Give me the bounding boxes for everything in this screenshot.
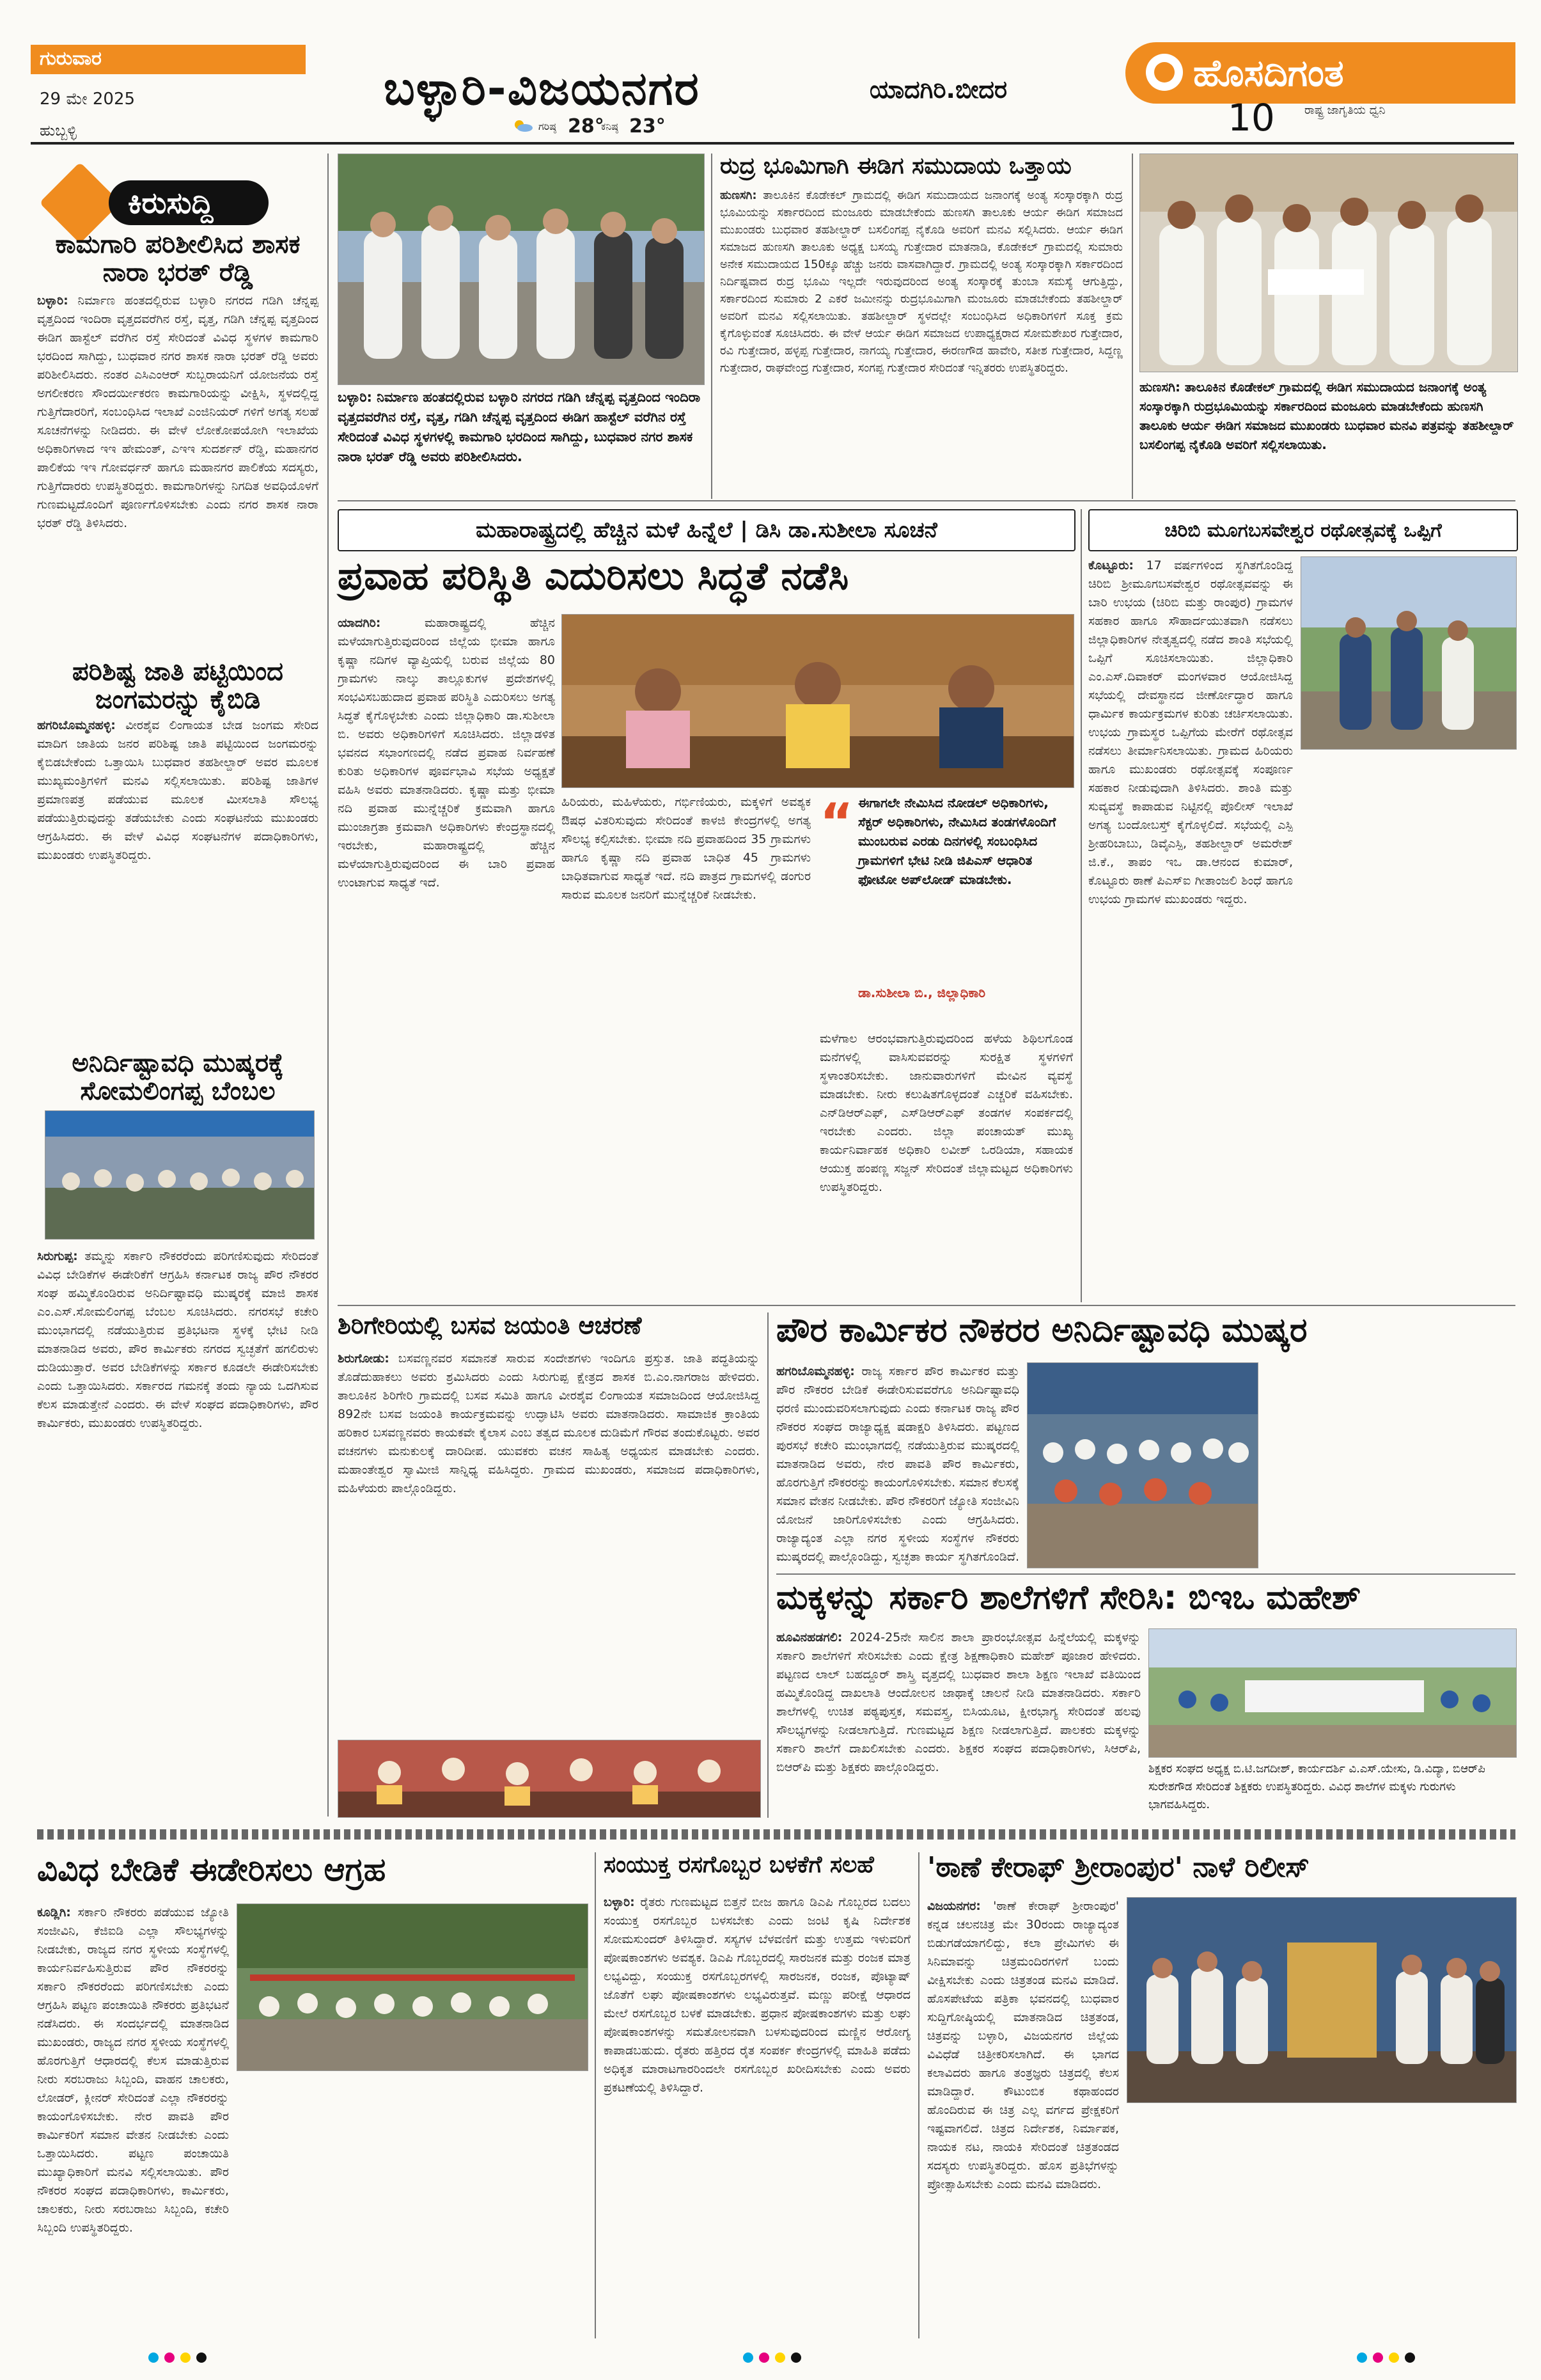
- edition-subtitle: ಯಾದಗಿರಿ.ಬೀದರ: [870, 75, 1008, 104]
- hrule-3: [776, 1573, 1515, 1575]
- basava-photo: [338, 1740, 761, 1818]
- rudra-body: [720, 187, 1123, 500]
- basava-right-rule: [767, 1312, 769, 1818]
- paura-text: ರಾಜ್ಯ ಸರ್ಕಾರ ಪೌರ ಕಾರ್ಮಿಕರ ಮತ್ತು ಪೌರ ನೌಕರರ ಬೇಡಿಕೆ ಈಡೇರಿಸುವವರೆಗೂ ಅನಿರ್ದಿಷ್ಟಾವಧಿ ಧರಣಿ ಮುಂದುವರಿಸಲಾಗುವುದು ಎಂದು ಕರ್ನಾಟಕ ರಾಜ್ಯ ಪೌರ ನೌಕರರ ಸಂಘದ ರಾಜ್ಯಾಧ್ಯಕ್ಷ ಷಡಾಕ್ಷರಿ ತಿಳಿಸಿದರು. ಪಟ್ಟಣದ ಪುರಸಭೆ ಕಚೇರಿ ಮುಂಭಾಗದಲ್ಲಿ ನಡೆಯುತ್ತಿರುವ ಮುಷ್ಕರದಲ್ಲಿ ಮಾತನಾಡಿದ ಅವರು, ನೇರ ಪಾವತಿ ಪೌರ ಕಾರ್ಮಿಕರು, ಹೊರಗುತ್ತಿಗೆ ನೌಕರರನ್ನು ಕಾಯಂಗೊಳಿಸಬೇಕು. ಸಮಾನ ಕೆಲಸಕ್ಕೆ ಸಮಾನ ವೇತನ ನೀಡಬೇಕು. ಪೌರ ನೌಕರರಿಗೆ ಜ್ಯೋತಿ ಸಂಜೀವಿನಿ ಯೋಜನೆ ಜಾರಿಗೊಳಿಸಬೇಕು ಎಂದು ಆಗ್ರಹಿಸಿದರು. ರಾಜ್ಯಾದ್ಯಂತ ಎಲ್ಲಾ ನಗರ ಸ್ಥಳೀಯ ಸಂಸ್ಥೆಗಳ ನೌಕರರು ಮುಷ್ಕರದಲ್ಲಿ ಪಾಲ್ಗೊಂಡಿದ್ದು, ಸ್ವಚ್ಛತಾ ಕಾರ್ಯ ಸ್ಥಗಿತಗೊಂಡಿದೆ.: [776, 1364, 1019, 1564]
- makkalu-photo: [1148, 1628, 1517, 1758]
- paura-body-col1: [776, 1362, 1019, 1567]
- weather-min: 23°: [629, 115, 666, 138]
- rasagobbara-text: ರೈತರು ಗುಣಮಟ್ಟದ ಬಿತ್ತನೆ ಬೀಜ ಹಾಗೂ ಡಿಎಪಿ ಗೊಬ್ಬರದ ಬದಲು ಸಂಯುಕ್ತ ರಸಗೊಬ್ಬರ ಬಳಸಬೇಕು ಎಂದು ಜಂಟಿ ಕೃಷಿ ನಿರ್ದೇಶಕ ಸೋಮಸುಂದರ್ ತಿಳಿಸಿದ್ದಾರೆ. ಸಸ್ಯಗಳ ಬೆಳವಣಿಗೆ ಮತ್ತು ಉತ್ತಮ ಇಳುವರಿಗೆ ಪೋಷಕಾಂಶಗಳು ಅವಶ್ಯಕ. ಡಿಎಪಿ ಗೊಬ್ಬರದಲ್ಲಿ ಸಾರಜನಕ ಮತ್ತು ರಂಜಕ ಮಾತ್ರ ಲಭ್ಯವಿದ್ದು, ಸಂಯುಕ್ತ ರಸಗೊಬ್ಬರಗಳಲ್ಲಿ ಸಾರಜನಕ, ರಂಜಕ, ಪೊಟ್ಯಾಷ್ ಜೊತೆಗೆ ಲಘು ಪೋಷಕಾಂಶಗಳು ಲಭ್ಯವಿರುತ್ತವೆ. ಮಣ್ಣು ಪರೀಕ್ಷೆ ಆಧಾರದ ಮೇಲೆ ರಸಗೊಬ್ಬರ ಬಳಕೆ ಮಾಡಬೇಕು. ಪ್ರಧಾನ ಪೋಷಕಾಂಶಗಳು ಮತ್ತು ಲಘು ಪೋಷಕಾಂಶಗಳನ್ನು ಸಮತೋಲನವಾಗಿ ಬಳಸುವುದರಿಂದ ಮಣ್ಣಿನ ಆರೋಗ್ಯ ಕಾಪಾಡಬಹುದು. ರೈತರು ಹತ್ತಿರದ ರೈತ ಸಂಪರ್ಕ ಕೇಂದ್ರಗಳಲ್ಲಿ ಮಾಹಿತಿ ಪಡೆದು ಅಧಿಕೃತ ಮಾರಾಟಗಾರರಿಂದಲೇ ರಸಗೊಬ್ಬರ ಖರೀದಿಸಬೇಕು ಎಂದು ಅವರು ಪ್ರಕಟಣೆಯಲ್ಲಿ ತಿಳಿಸಿದ್ದಾರೆ.: [604, 1895, 911, 2095]
- bottom-band: [37, 1829, 1515, 1840]
- inspection-photo: [338, 154, 705, 385]
- rudra-headline: ರುದ್ರ ಭೂಮಿಗಾಗಿ ಈಡಿಗ ಸಮುದಾಯ ಒತ್ತಾಯ: [720, 153, 1072, 179]
- flood-body-col1: [338, 614, 555, 1298]
- kiru-s3-dateline: ಸಿರುಗುಪ್ಪ:: [37, 1249, 78, 1263]
- rudra-dateline: ಹುಣಸಗಿ:: [720, 189, 757, 202]
- bottom-rule-2: [918, 1852, 919, 2338]
- flood-right-rule: [1081, 509, 1082, 1302]
- basava-dateline: ಶಿರುಗೋಡು:: [338, 1352, 389, 1366]
- flood-body-col3: ಮಳೆಗಾಲ ಆರಂಭವಾಗುತ್ತಿರುವುದರಿಂದ ಹಳೆಯ ಶಿಥಿಲಗೊಂಡ ಮನೆಗಳಲ್ಲಿ ವಾಸಿಸುವವರನ್ನು ಸುರಕ್ಷಿತ ಸ್ಥಳಗಳಿಗೆ ಸ್ಥಳಾಂತರಿಸಬೇಕು. ಜಾನುವಾರುಗಳಿಗೆ ಮೇವಿನ ವ್ಯವಸ್ಥೆ ಮಾಡಬೇಕು. ನೀರು ಕಲುಷಿತಗೊಳ್ಳದಂತೆ ಎಚ್ಚರಿಕೆ ವಹಿಸಬೇಕು. ಎನ್‌ಡಿಆರ್‌ಎಫ್, ಎಸ್‌ಡಿಆರ್‌ಎಫ್ ತಂಡಗಳ ಸಂಪರ್ಕದಲ್ಲಿ ಇರಬೇಕು ಎಂದರು. ಜಿಲ್ಲಾ ಪಂಚಾಯತ್ ಮುಖ್ಯ ಕಾರ್ಯನಿರ್ವಾಹಕ ಅಧಿಕಾರಿ ಲವೀಶ್ ಒರಡಿಯಾ, ಸಹಾಯಕ ಆಯುಕ್ತ ಹಂಪಣ್ಣ ಸಜ್ಜನ್ ಸೇರಿದಂತೆ ಜಿಲ್ಲಾಮಟ್ಟದ ಅಧಿಕಾರಿಗಳು ಉಪಸ್ಥಿತರಿದ್ದರು.: [820, 1032, 1073, 1194]
- brand-name: ಹೊಸದಿಗಂತ: [1193, 51, 1344, 95]
- kiru-s3-photo: [45, 1110, 315, 1240]
- flood-body-col2: ಹಿರಿಯರು, ಮಹಿಳೆಯರು, ಗರ್ಭಿಣಿಯರು, ಮಕ್ಕಳಿಗೆ ಅವಶ್ಯಕ ಔಷಧ ವಿತರಿಸುವುದು ಸೇರಿದಂತೆ ಕಾಳಜಿ ಕೇಂದ್ರಗಳಲ್ಲಿ ಅಗತ್ಯ ಸೌಲಭ್ಯ ಕಲ್ಪಿಸಬೇಕು. ಭೀಮಾ ನದಿ ಪ್ರವಾಹದಿಂದ 35 ಗ್ರಾಮಗಳು ಹಾಗೂ ಕೃಷ್ಣಾ ನದಿ ಪ್ರವಾಹ ಬಾಧಿತ 45 ಗ್ರಾಮಗಳು ಬಾಧಿತವಾಗುವ ಸಾಧ್ಯತೆ ಇದೆ. ನದಿ ಪಾತ್ರದ ಗ್ರಾಮಗಳಲ್ಲಿ ಡಂಗುರ ಸಾರುವ ಮೂಲಕ ಜನರಿಗೆ ಮುನ್ನೆಚ್ಚರಿಕೆ ನೀಡಬೇಕು.: [561, 795, 811, 902]
- top-col-rule-2: [1132, 154, 1133, 499]
- rasagobbara-dateline: ಬಳ್ಳಾರಿ:: [604, 1895, 635, 1909]
- hrule-2: [338, 1305, 1515, 1306]
- weather-max-label: ಗರಿಷ್ಠ: [538, 120, 556, 132]
- thane-photo: [1127, 1897, 1517, 2103]
- flood-quote-text: ಈಗಾಗಲೇ ನೇಮಿಸಿದ ನೋಡಲ್ ಅಧಿಕಾರಿಗಳು, ಸೆಕ್ಟರ್ ಅಧಿಕಾರಿಗಳು, ನೇಮಿಸಿದ ತಂಡಗಳೊಂದಿಗೆ ಮುಂಬರುವ ಎರಡು ದಿನಗಳಲ್ಲಿ ಸಂಬಂಧಿಸಿದ ಗ್ರಾಮಗಳಿಗೆ ಭೇಟಿ ನೀಡಿ ಜಿಪಿಎಸ್ ಆಧಾರಿತ ಫೋಟೋ ಅಪ್‌ಲೋಡ್ ಮಾಡಬೇಕು.: [858, 795, 1056, 887]
- rasagobbara-body: [604, 1893, 911, 2338]
- thane-dateline: ವಿಜಯನಗರ:: [927, 1899, 981, 1913]
- makkalu-dateline: ಹೂವಿನಹಡಗಲಿ:: [776, 1630, 843, 1644]
- kiru-s3-body: [37, 1247, 318, 1823]
- masthead: [0, 0, 1541, 144]
- quote-icon: “: [820, 792, 854, 852]
- kirusuddi-badge: [45, 171, 275, 233]
- weather-max: 28°: [568, 115, 604, 138]
- hrule-1: [338, 500, 1515, 501]
- paura-photo: [1027, 1362, 1258, 1568]
- chiribi-headline: ಚಿರಿಬಿ ಮೂಗಬಸವೇಶ್ವರ ರಥೋತ್ಸವಕ್ಕೆ ಒಪ್ಪಿಗೆ: [1088, 509, 1518, 551]
- flood-headline: ಪ್ರವಾಹ ಪರಿಸ್ಥಿತಿ ಎದುರಿಸಲು ಸಿದ್ಧತೆ ನಡೆಸಿ: [338, 554, 849, 599]
- vividha-body-cont: [237, 2076, 587, 2338]
- chiribi-body-cont: [1301, 755, 1515, 1298]
- flood-kicker: ಮಹಾರಾಷ್ಟ್ರದಲ್ಲಿ ಹೆಚ್ಚಿನ ಮಳೆ ಹಿನ್ನೆಲೆ | ಡಿಸಿ ಡಾ.ಸುಶೀಲಾ ಸೂಚನೆ: [338, 509, 1076, 551]
- basava-body: [338, 1350, 760, 1733]
- weather-icon: [512, 118, 533, 132]
- kiru-s2-text: ವೀರಶೈವ ಲಿಂಗಾಯತ ಬೇಡ ಜಂಗಮ ಸೇರಿದ ಮಾದಿಗ ಜಾತಿಯ ಜನರ ಪರಿಶಿಷ್ಟ ಜಾತಿ ಪಟ್ಟಿಯಿಂದ ಜಂಗಮರನ್ನು ಕೈಬಿಡಬೇಕೆಂದು ಒತ್ತಾಯಿಸಿ ಬುಧವಾರ ತಹಶೀಲ್ದಾರ್ ಅವರ ಮೂಲಕ ಮುಖ್ಯಮಂತ್ರಿಗಳಿಗೆ ಮನವಿ ಸಲ್ಲಿಸಲಾಯಿತು. ಪರಿಶಿಷ್ಟ ಜಾತಿಗಳ ಪ್ರಮಾಣಪತ್ರ ಪಡೆಯುವ ಮೂಲಕ ಮೀಸಲಾತಿ ಸೌಲಭ್ಯ ಪಡೆಯುತ್ತಿರುವುದನ್ನು ತಡೆಯಬೇಕು ಎಂದು ಸಂಘಟನೆಯ ಮುಖಂಡರು ಆಗ್ರಹಿಸಿದರು. ಈ ವೇಳೆ ವಿವಿಧ ಸಂಘಟನೆಗಳ ಪದಾಧಿಕಾರಿಗಳು, ಮುಖಂಡರು ಉಪಸ್ಥಿತರಿದ್ದರು.: [37, 718, 318, 862]
- vividha-headline: ವಿವಿಧ ಬೇಡಿಕೆ ಈಡೇರಿಸಲು ಆಗ್ರಹ: [37, 1851, 386, 1888]
- flood-quote-author: ಡಾ.ಸುಶೀಲಾ ಬಿ., ಜಿಲ್ಲಾಧಿಕಾರಿ: [858, 985, 986, 1000]
- vividha-body: [37, 1903, 229, 2338]
- thane-body-cont: [1127, 2108, 1515, 2338]
- chiribi-photo: [1301, 556, 1517, 750]
- basava-headline: ಶಿರಿಗೇರಿಯಲ್ಲಿ ಬಸವ ಜಯಂತಿ ಆಚರಣೆ: [338, 1311, 642, 1339]
- makkalu-photo-caption: ಶಿಕ್ಷಕರ ಸಂಘದ ಅಧ್ಯಕ್ಷ ಬಿ.ಟಿ.ಜಗದೀಶ್, ಕಾರ್ಯದರ್ಶಿ ವಿ.ಎಸ್.ಯೇಸು, ಡಿ.ವಿದ್ಯಾ, ಬಿಆರ್‌ಪಿ ಸುರೇಶಗೌಡ ಸೇರಿದಂತೆ ಶಿಕ್ಷಕರು ಉಪಸ್ಥಿತರಿದ್ದರು. ವಿವಿಧ ಶಾಲೆಗಳ ಮಕ್ಕಳು ಗುರುಗಳು ಭಾಗವಹಿಸಿದ್ದರು.: [1148, 1762, 1485, 1811]
- kiru-s1-dateline: ಬಳ್ಳಾರಿ:: [37, 294, 68, 308]
- kiru-s1-body: [37, 292, 318, 650]
- vividha-photo: [237, 1903, 588, 2071]
- flood-dateline: ಯಾದಗಿರಿ:: [338, 616, 381, 630]
- page-number: 10: [1228, 96, 1275, 139]
- brand-logo-icon: [1145, 52, 1184, 92]
- inspection-photo-caption: ಬಳ್ಳಾರಿ: ನಿರ್ಮಾಣ ಹಂತದಲ್ಲಿರುವ ಬಳ್ಳಾರಿ ನಗರದ ಗಡಿಗಿ ಚೆನ್ನಪ್ಪ ವೃತ್ತದಿಂದ ಇಂದಿರಾ ವೃತ್ತದವರೆಗಿನ ರಸ್ತೆ, ವೃತ್ತ, ಗಡಿಗಿ ಚೆನ್ನಪ್ಪ ವೃತ್ತದಿಂದ ಈಡಿಗ ಹಾಸ್ಟೆಲ್ ವರೆಗಿನ ರಸ್ತೆ ಸೇರಿದಂತೆ ವಿವಿಧ ಸ್ಥಳಗಳಲ್ಲಿ ಕಾಮಗಾರಿ ಭರದಿಂದ ಸಾಗಿದ್ದು, ಬುಧವಾರ ನಗರ ಶಾಸಕ ನಾರಾ ಭರತ್ ರೆಡ್ಡಿ ಅವರು ಪರಿಶೀಲಿಸಿದರು.: [338, 390, 701, 464]
- masthead-date: 29 ಮೇ 2025: [40, 90, 136, 109]
- kiru-s2-headline: ಪರಿಶಿಷ್ಟ ಜಾತಿ ಪಟ್ಟಿಯಿಂದ ಜಂಗಮರನ್ನು ಕೈಬಿಡಿ: [72, 657, 283, 714]
- registration-marks-right: [1356, 2351, 1420, 2364]
- kiru-s3-text: ತಮ್ಮನ್ನು ಸರ್ಕಾರಿ ನೌಕರರೆಂದು ಪರಿಗಣಿಸುವುದು ಸೇರಿದಂತೆ ವಿವಿಧ ಬೇಡಿಕೆಗಳ ಈಡೇರಿಕೆಗೆ ಆಗ್ರಹಿಸಿ ಕರ್ನಾಟಕ ರಾಜ್ಯ ಪೌರ ನೌಕರರ ಸಂಘ ಹಮ್ಮಿಕೊಂಡಿರುವ ಅನಿರ್ದಿಷ್ಟಾವಧಿ ಮುಷ್ಕರಕ್ಕೆ ಮಾಜಿ ಶಾಸಕ ಎಂ.ಎಸ್.ಸೋಮಲಿಂಗಪ್ಪ ಬೆಂಬಲ ಸೂಚಿಸಿದರು. ನಗರಸಭೆ ಕಚೇರಿ ಮುಂಭಾಗದಲ್ಲಿ ನಡೆಯುತ್ತಿರುವ ಪ್ರತಿಭಟನಾ ಸ್ಥಳಕ್ಕೆ ಭೇಟಿ ನೀಡಿ ಮಾತನಾಡಿದ ಅವರು, ಪೌರ ಕಾರ್ಮಿಕರು ನಗರದ ಸ್ವಚ್ಛತೆಗೆ ಹಗಲಿರುಳು ದುಡಿಯುತ್ತಾರೆ. ಅವರ ಬೇಡಿಕೆಗಳನ್ನು ಸರ್ಕಾರ ಕೂಡಲೇ ಈಡೇರಿಸಬೇಕು ಎಂದು ಒತ್ತಾಯಿಸಿದರು. ಸರ್ಕಾರದ ಗಮನಕ್ಕೆ ತಂದು ನ್ಯಾಯ ಒದಗಿಸುವ ಕೆಲಸ ಮಾಡುತ್ತೇನೆ ಎಂದರು. ಈ ವೇಳೆ ಸಂಘದ ಪದಾಧಿಕಾರಿಗಳು, ಪೌರ ಕಾರ್ಮಿಕರು, ಮುಖಂಡರು ಉಪಸ್ಥಿತರಿದ್ದರು.: [37, 1249, 318, 1430]
- chiribi-dateline: ಕೊಟ್ಟೂರು:: [1088, 558, 1134, 572]
- registration-marks-center: [742, 2351, 806, 2364]
- bottom-rule-1: [595, 1852, 596, 2338]
- flood-meeting-photo: [561, 614, 1074, 788]
- rudra-photo-caption: ಹುಣಸಗಿ: ತಾಲೂಕಿನ ಕೊಡೇಕಲ್ ಗ್ರಾಮದಲ್ಲಿ ಈಡಿಗ ಸಮುದಾಯದ ಜನಾಂಗಕ್ಕೆ ಅಂತ್ಯ ಸಂಸ್ಕಾರಕ್ಕಾಗಿ ರುದ್ರಭೂಮಿಯನ್ನು ಸರ್ಕಾರದಿಂದ ಮಂಜೂರು ಮಾಡಬೇಕೆಂದು ಹುಣಸಗಿ ತಾಲೂಕು ಆರ್ಯ ಈಡಿಗ ಸಮಾಜದ ಮುಖಂಡರು ಬುಧವಾರ ಮನವಿ ಪತ್ರವನ್ನು ತಹಶೀಲ್ದಾರ್ ಬಸಲಿಂಗಪ್ಪ ನೈಕೊಡಿ ಅವರಿಗೆ ಸಲ್ಲಿಸಲಾಯಿತು.: [1139, 379, 1514, 452]
- chiribi-body: [1088, 556, 1293, 1298]
- edition-title: ಬಳ್ಳಾರಿ-ವಿಜಯನಗರ: [384, 61, 700, 115]
- brand-tagline: ರಾಷ್ಟ್ರ ಜಾಗೃತಿಯ ಧ್ವನಿ: [1304, 104, 1386, 117]
- rudra-photo: [1139, 154, 1518, 372]
- left-column-rule: [327, 154, 329, 1817]
- registration-marks-left: [147, 2351, 211, 2364]
- flood-text-1: ಮಹಾರಾಷ್ಟ್ರದಲ್ಲಿ ಹೆಚ್ಚಿನ ಮಳೆಯಾಗುತ್ತಿರುವುದರಿಂದ ಜಿಲ್ಲೆಯ ಭೀಮಾ ಹಾಗೂ ಕೃಷ್ಣಾ ನದಿಗಳ ವ್ಯಾಪ್ತಿಯಲ್ಲಿ ಬರುವ ಜಿಲ್ಲೆಯ 80 ಗ್ರಾಮಗಳು ನಾಲ್ಕು ತಾಲ್ಲೂಕುಗಳ ಪ್ರದೇಶಗಳಲ್ಲಿ ಸಂಭವಿಸಬಹುದಾದ ಪ್ರವಾಹ ಪರಿಸ್ಥಿತಿ ಎದುರಿಸಲು ಅಗತ್ಯ ಸಿದ್ಧತೆ ಕೈಗೊಳ್ಳಬೇಕು ಎಂದು ಜಿಲ್ಲಾಧಿಕಾರಿ ಡಾ.ಸುಶೀಲಾ ಬಿ. ಅವರು ಅಧಿಕಾರಿಗಳಿಗೆ ಸೂಚಿಸಿದರು. ಜಿಲ್ಲಾಡಳಿತ ಭವನದ ಸಭಾಂಗಣದಲ್ಲಿ ನಡೆದ ಪ್ರವಾಹ ನಿರ್ವಹಣೆ ಕುರಿತು ಅಧಿಕಾರಿಗಳ ಪೂರ್ವಭಾವಿ ಸಭೆಯ ಅಧ್ಯಕ್ಷತೆ ವಹಿಸಿ ಅವರು ಮಾತನಾಡಿದರು. ಕೃಷ್ಣಾ ಮತ್ತು ಭೀಮಾ ನದಿ ಪ್ರವಾಹ ಮುನ್ನೆಚ್ಚರಿಕೆ ಕ್ರಮವಾಗಿ ಹಾಗೂ ಮುಂಜಾಗ್ರತಾ ಕ್ರಮವಾಗಿ ಅಧಿಕಾರಿಗಳು ಕೇಂದ್ರಸ್ಥಾನದಲ್ಲಿ ಇರಬೇಕು, ಮಹಾರಾಷ್ಟ್ರದಲ್ಲಿ ಹೆಚ್ಚಿನ ಮಳೆಯಾಗುತ್ತಿರುವುದರಿಂದ ಈ ಬಾರಿ ಪ್ರವಾಹ ಉಂಟಾಗುವ ಸಾಧ್ಯತೆ ಇದೆ.: [338, 616, 555, 890]
- kiru-s1-text: ನಿರ್ಮಾಣ ಹಂತದಲ್ಲಿರುವ ಬಳ್ಳಾರಿ ನಗರದ ಗಡಿಗಿ ಚೆನ್ನಪ್ಪ ವೃತ್ತದಿಂದ ಇಂದಿರಾ ವೃತ್ತದವರೆಗಿನ ರಸ್ತೆ, ವೃತ್ತ, ಗಡಿಗಿ ಚೆನ್ನಪ್ಪ ವೃತ್ತದಿಂದ ಈಡಿಗ ಹಾಸ್ಟೆಲ್ ವರೆಗಿನ ರಸ್ತೆ ಸೇರಿದಂತೆ ವಿವಿಧ ಸ್ಥಳಗಳ ಕಾಮಗಾರಿ ಭರದಿಂದ ಸಾಗಿದ್ದು, ಬುಧವಾರ ನಗರ ಶಾಸಕ ನಾರಾ ಭರತ್ ರೆಡ್ಡಿ ಅವರು ಪರಿಶೀಲಿಸಿದರು. ನಂತರ ಎಸಿಎಂಆರ್ ಸುಬ್ಬರಾಯನಿಗೆ ಯೋಜನೆಯ ರಸ್ತೆ ಅಗಲೀಕರಣ ಸೌಂದರ್ಯೀಕರಣ ಕಾಮಗಾರಿಯನ್ನು ವೀಕ್ಷಿಸಿ, ಸ್ಥಳದಲ್ಲಿದ್ದ ಗುತ್ತಿಗೆದಾರರಿಗೆ, ಸಂಬಂಧಿಸಿದ ಇಲಾಖೆ ಎಂಜಿನಿಯರ್ ಗಳಿಗೆ ಅಗತ್ಯ ಸಲಹೆ ಸೂಚನೆಗಳನ್ನು ನೀಡಿದರು. ಈ ವೇಳೆ ಲೋಕೋಪಯೋಗಿ ಇಲಾಖೆಯ ಅಧಿಕಾರಿಗಳಾದ ಇಇ ಹೇಮಂತ್, ಎಇಇ ಸುದರ್ಶನ್ ರೆಡ್ಡಿ, ಮಹಾನಗರ ಪಾಲಿಕೆಯ ಇಇ ಗೋವರ್ಧನ್ ಹಾಗೂ ಮಹಾನಗರ ಪಾಲಿಕೆಯ ಸದಸ್ಯರು, ಗುತ್ತಿಗೆದಾರರು ಉಪಸ್ಥಿತರಿದ್ದರು. ಕಾಮಗಾರಿಗಳನ್ನು ನಿಗದಿತ ಅವಧಿಯೊಳಗೆ ಗುಣಮಟ್ಟದೊಂದಿಗೆ ಪೂರ್ಣಗೊಳಿಸಬೇಕು ಎಂದು ನಗರ ಶಾಸಕ ನಾರಾ ಭರತ್ ರೆಡ್ಡಿ ತಿಳಿಸಿದರು.: [37, 294, 318, 530]
- vividha-dateline: ಕೂಡ್ಲಿಗಿ:: [37, 1905, 71, 1919]
- thane-text: 'ಠಾಣೆ ಕೇರಾಫ್ ಶ್ರೀರಾಂಪುರ' ಕನ್ನಡ ಚಲನಚಿತ್ರ ಮೇ 30ರಂದು ರಾಜ್ಯಾದ್ಯಂತ ಬಿಡುಗಡೆಯಾಗಲಿದ್ದು, ಕಲಾ ಪ್ರೇಮಿಗಳು ಈ ಸಿನಿಮಾವನ್ನು ಚಿತ್ರಮಂದಿರಗಳಿಗೆ ಬಂದು ವೀಕ್ಷಿಸಬೇಕು ಎಂದು ಚಿತ್ರತಂಡ ಮನವಿ ಮಾಡಿದೆ. ಹೊಸಪೇಟೆಯ ಪತ್ರಿಕಾ ಭವನದಲ್ಲಿ ಬುಧವಾರ ಸುದ್ದಿಗೋಷ್ಠಿಯಲ್ಲಿ ಮಾತನಾಡಿದ ಚಿತ್ರತಂಡ, ಚಿತ್ರವನ್ನು ಬಳ್ಳಾರಿ, ವಿಜಯನಗರ ಜಿಲ್ಲೆಯ ವಿವಿಧೆಡೆ ಚಿತ್ರೀಕರಿಸಲಾಗಿದೆ. ಈ ಭಾಗದ ಕಲಾವಿದರು ಹಾಗೂ ತಂತ್ರಜ್ಞರು ಚಿತ್ರದಲ್ಲಿ ಕೆಲಸ ಮಾಡಿದ್ದಾರೆ. ಕೌಟುಂಬಿಕ ಕಥಾಹಂದರ ಹೊಂದಿರುವ ಈ ಚಿತ್ರ ಎಲ್ಲ ವರ್ಗದ ಪ್ರೇಕ್ಷಕರಿಗೆ ಇಷ್ಟವಾಗಲಿದೆ. ಚಿತ್ರದ ನಿರ್ದೇಶಕ, ನಿರ್ಮಾಪಕ, ನಾಯಕ ನಟ, ನಾಯಕಿ ಸೇರಿದಂತೆ ಚಿತ್ರತಂಡದ ಸದಸ್ಯರು ಉಪಸ್ಥಿತರಿದ್ದರು. ಹೊಸ ಪ್ರತಿಭೆಗಳನ್ನು ಪ್ರೋತ್ಸಾಹಿಸಬೇಕು ಎಂದು ಮನವಿ ಮಾಡಿದರು.: [927, 1899, 1119, 2191]
- makkalu-text: 2024-25ನೇ ಸಾಲಿನ ಶಾಲಾ ಪ್ರಾರಂಭೋತ್ಸವ ಹಿನ್ನೆಲೆಯಲ್ಲಿ ಮಕ್ಕಳನ್ನು ಸರ್ಕಾರಿ ಶಾಲೆಗಳಿಗೆ ಸೇರಿಸಬೇಕು ಎಂದು ಕ್ಷೇತ್ರ ಶಿಕ್ಷಣಾಧಿಕಾರಿ ಮಹೇಶ್ ಪೂಜಾರ ಹೇಳಿದರು. ಪಟ್ಟಣದ ಲಾಲ್ ಬಹದ್ದೂರ್ ಶಾಸ್ತ್ರಿ ವೃತ್ತದಲ್ಲಿ ಬುಧವಾರ ಶಾಲಾ ಶಿಕ್ಷಣ ಇಲಾಖೆ ವತಿಯಿಂದ ಹಮ್ಮಿಕೊಂಡಿದ್ದ ದಾಖಲಾತಿ ಆಂದೋಲನ ಜಾಥಾಕ್ಕೆ ಚಾಲನೆ ನೀಡಿ ಮಾತನಾಡಿದರು. ಸರ್ಕಾರಿ ಶಾಲೆಗಳಲ್ಲಿ ಉಚಿತ ಪಠ್ಯಪುಸ್ತಕ, ಸಮವಸ್ತ್ರ, ಬಿಸಿಯೂಟ, ಕ್ಷೀರಭಾಗ್ಯ ಸೇರಿದಂತೆ ಹಲವು ಸೌಲಭ್ಯಗಳನ್ನು ನೀಡಲಾಗುತ್ತಿದೆ. ಗುಣಮಟ್ಟದ ಶಿಕ್ಷಣ ನೀಡಲಾಗುತ್ತಿದೆ. ಪಾಲಕರು ಮಕ್ಕಳನ್ನು ಸರ್ಕಾರಿ ಶಾಲೆಗೆ ದಾಖಲಿಸಬೇಕು ಎಂದರು. ಶಿಕ್ಷಕರ ಸಂಘದ ಪದಾಧಿಕಾರಿಗಳು, ಸಿಆರ್‌ಪಿ, ಬಿಆರ್‌ಪಿ ಮತ್ತು ಶಿಕ್ಷಕರು ಪಾಲ್ಗೊಂಡಿದ್ದರು.: [776, 1630, 1141, 1774]
- basava-text: ಬಸವಣ್ಣನವರ ಸಮಾನತೆ ಸಾರುವ ಸಂದೇಶಗಳು ಇಂದಿಗೂ ಪ್ರಸ್ತುತ. ಜಾತಿ ಪದ್ಧತಿಯನ್ನು ತೊಡೆದುಹಾಕಲು ಅವರು ಶ್ರಮಿಸಿದರು ಎಂದು ಸಿರುಗುಪ್ಪ ಕ್ಷೇತ್ರದ ಶಾಸಕ ಬಿ.ಎಂ.ನಾಗರಾಜ ಹೇಳಿದರು. ತಾಲೂಕಿನ ಶಿರಿಗೇರಿ ಗ್ರಾಮದಲ್ಲಿ ಬಸವ ಸಮಿತಿ ಹಾಗೂ ವೀರಶೈವ ಲಿಂಗಾಯತ ಸಮಾಜದಿಂದ ಆಯೋಜಿಸಿದ್ದ 892ನೇ ಬಸವ ಜಯಂತಿ ಕಾರ್ಯಕ್ರಮವನ್ನು ಉದ್ಘಾಟಿಸಿ ಅವರು ಮಾತನಾಡಿದರು. ಸಾಮಾಜಿಕ ಕ್ರಾಂತಿಯ ಹರಿಕಾರ ಬಸವಣ್ಣನವರು ಕಾಯಕವೇ ಕೈಲಾಸ ಎಂಬ ತತ್ವದ ಮೂಲಕ ದುಡಿಮೆಗೆ ಗೌರವ ತಂದುಕೊಟ್ಟರು. ಅವರ ವಚನಗಳು ಮನುಕುಲಕ್ಕೆ ದಾರಿದೀಪ. ಯುವಕರು ವಚನ ಸಾಹಿತ್ಯ ಅಧ್ಯಯನ ಮಾಡಬೇಕು ಎಂದರು. ಮಹಾಂತೇಶ್ವರ ಸ್ವಾಮೀಜಿ ಸಾನ್ನಿಧ್ಯ ವಹಿಸಿದ್ದರು. ಗ್ರಾಮದ ಮುಖಂಡರು, ಸಮಾಜದ ಪದಾಧಿಕಾರಿಗಳು, ಮಹಿಳೆಯರು ಪಾಲ್ಗೊಂಡಿದ್ದರು.: [338, 1352, 760, 1495]
- kirusuddi-badge-label: ಕಿರುಸುದ್ದಿ: [128, 185, 214, 220]
- kiru-s2-body: [37, 716, 318, 1036]
- weather-min-label: ಕನಿಷ್ಠ: [601, 120, 618, 132]
- top-col-rule-1: [711, 154, 712, 499]
- rudra-text: ತಾಲೂಕಿನ ಕೊಡೇಕಲ್ ಗ್ರಾಮದಲ್ಲಿ ಈಡಿಗ ಸಮುದಾಯದ ಜನಾಂಗಕ್ಕೆ ಅಂತ್ಯ ಸಂಸ್ಕಾರಕ್ಕಾಗಿ ರುದ್ರ ಭೂಮಿಯನ್ನು ಸರ್ಕಾರದಿಂದ ಮಂಜೂರು ಮಾಡಬೇಕೆಂದು ಹುಣಸಗಿ ತಾಲೂಕು ಆರ್ಯ ಈಡಿಗ ಸಮಾಜದ ಮುಖಂಡರು ಬುಧವಾರ ತಹಶೀಲ್ದಾರ್ ಬಸಲಿಂಗಪ್ಪ ನೈಕೊಡಿ ಅವರಿಗೆ ಮನವಿ ಸಲ್ಲಿಸಿದರು. ಆರ್ಯ ಈಡಿಗ ಸಮಾಜದ ಹುಣಸಗಿ ತಾಲೂಕು ಅಧ್ಯಕ್ಷ ಬಸಯ್ಯ ಗುತ್ತೇದಾರ ಮಾತನಾಡಿ, ಕೊಡೇಕಲ್ ಗ್ರಾಮದಲ್ಲಿ ಸುಮಾರು ಅನೇಕ ಸಮುದಾಯದ 150ಕ್ಕೂ ಹೆಚ್ಚು ಜನರು ವಾಸವಾಗಿದ್ದಾರೆ. ಗ್ರಾಮದಲ್ಲಿ ಅಂತ್ಯ ಸಂಸ್ಕಾರಕ್ಕಾಗಿ ಸರ್ಕಾರದಿಂದ ನಿರ್ದಿಷ್ಟವಾದ ರುದ್ರ ಭೂಮಿ ಇಲ್ಲದೇ ಇರುವುದರಿಂದ ಅಂತ್ಯ ಸಂಸ್ಕಾರಕ್ಕೆ ತುಂಬಾ ಸಮಸ್ಯೆ ಆಗುತ್ತಿದ್ದು, ಸರ್ಕಾರದಿಂದ ಸುಮಾರು 2 ಎಕರೆ ಜಮೀನನ್ನು ರುದ್ರಭೂಮಿಗಾಗಿ ಮಂಜೂರು ಮಾಡಬೇಕೆಂದು ತಹಶೀಲ್ದಾರ್ ಅವರಿಗೆ ಮನವಿ ಸಲ್ಲಿಸಲಾಯಿತು. ತಹಶೀಲ್ದಾರ್ ಸ್ಥಳದಲ್ಲೇ ಸಂಬಂಧಿಸಿದ ಅಧಿಕಾರಿಗಳಿಗೆ ಸೂಕ್ತ ಕ್ರಮ ಕೈಗೊಳ್ಳುವಂತೆ ಸೂಚಿಸಿದರು. ಈ ವೇಳೆ ಆರ್ಯ ಈಡಿಗ ಸಮಾಜದ ಉಪಾಧ್ಯಕ್ಷರಾದ ಸೋಮಶೇಖರ ಗುತ್ತೇದಾರ, ರವಿ ಗುತ್ತೇದಾರ, ಹಳ್ಳಪ್ಪ ಗುತ್ತೇದಾರ, ನಾಗಯ್ಯ ಗುತ್ತೇದಾರ, ಈರಣಗೌಡ ಹಾವೇರಿ, ಸತೀಶ ಗುತ್ತೇದಾರ, ಸಿದ್ದಣ್ಣ ಗುತ್ತೇದಾರ, ರಾಘವೇಂದ್ರ ಗುತ್ತೇದಾರ, ಸಂಗಪ್ಪ ಗುತ್ತೇದಾರ ಸೇರಿದಂತೆ ಇನ್ನಿತರರು ಉಪಸ್ಥಿತರಿದ್ದರು.: [720, 189, 1123, 375]
- paura-dateline: ಹಗರಿಬೊಮ್ಮನಹಳ್ಳಿ:: [776, 1364, 855, 1378]
- paura-body-col3: [1266, 1362, 1515, 1567]
- rasagobbara-headline: ಸಂಯುಕ್ತ ರಸಗೊಬ್ಬರ ಬಳಕೆಗೆ ಸಲಹೆ: [604, 1852, 874, 1878]
- chiribi-text: 17 ವರ್ಷಗಳಿಂದ ಸ್ಥಗಿತಗೊಂಡಿದ್ದ ಚಿರಿಬಿ ಶ್ರೀಮೂಗಬಸವೇಶ್ವರ ರಥೋತ್ಸವವನ್ನು ಈ ಬಾರಿ ಉಭಯ (ಚಿರಿಬಿ ಮತ್ತು ರಾಂಪುರ) ಗ್ರಾಮಗಳ ಸಹಕಾರ ಹಾಗೂ ಸೌಹಾರ್ದಯುತವಾಗಿ ನಡೆಸಲು ಜಿಲ್ಲಾಧಿಕಾರಿಗಳ ನೇತೃತ್ವದಲ್ಲಿ ನಡೆದ ಶಾಂತಿ ಸಭೆಯಲ್ಲಿ ಒಪ್ಪಿಗೆ ಸೂಚಿಸಲಾಯಿತು. ಜಿಲ್ಲಾಧಿಕಾರಿ ಎಂ.ಎಸ್.ದಿವಾಕರ್ ಮಂಗಳವಾರ ಆಯೋಜಿಸಿದ್ದ ಸಭೆಯಲ್ಲಿ ದೇವಸ್ಥಾನದ ಜೀರ್ಣೋದ್ಧಾರ ಹಾಗೂ ಧಾರ್ಮಿಕ ಕಾರ್ಯಕ್ರಮಗಳ ಕುರಿತು ಚರ್ಚಿಸಲಾಯಿತು. ಉಭಯ ಗ್ರಾಮಸ್ಥರ ಒಪ್ಪಿಗೆಯ ಮೇರೆಗೆ ರಥೋತ್ಸವ ನಡೆಸಲು ತೀರ್ಮಾನಿಸಲಾಯಿತು. ಗ್ರಾಮದ ಹಿರಿಯರು ಹಾಗೂ ಮುಖಂಡರು ರಥೋತ್ಸವಕ್ಕೆ ಸಂಪೂರ್ಣ ಸಹಕಾರ ನೀಡುವುದಾಗಿ ತಿಳಿಸಿದರು. ಶಾಂತಿ ಮತ್ತು ಸುವ್ಯವಸ್ಥೆ ಕಾಪಾಡುವ ನಿಟ್ಟಿನಲ್ಲಿ ಪೊಲೀಸ್ ಇಲಾಖೆ ಅಗತ್ಯ ಬಂದೋಬಸ್ತ್ ಕೈಗೊಳ್ಳಲಿದೆ. ಸಭೆಯಲ್ಲಿ ಎಸ್ಪಿ ಶ್ರೀಹರಿಬಾಬು, ಡಿವೈಎಸ್ಪಿ, ತಹಶೀಲ್ದಾರ್ ಅಮರೇಶ್ ಜಿ.ಕೆ., ತಾಪಂ ಇಒ ಡಾ.ಆನಂದ ಕುಮಾರ್, ಕೊಟ್ಟೂರು ಠಾಣೆ ಪಿಎಸ್ಐ ಗೀತಾಂಜಲಿ ಶಿಂಧೆ ಹಾಗೂ ಉಭಯ ಗ್ರಾಮಗಳ ಮುಖಂಡರು ಇದ್ದರು.: [1088, 558, 1293, 906]
- flood-quote-box: [820, 793, 1073, 1023]
- thane-body: [927, 1897, 1119, 2338]
- makkalu-headline: ಮಕ್ಕಳನ್ನು ಸರ್ಕಾರಿ ಶಾಲೆಗಳಿಗೆ ಸೇರಿಸಿ: ಬಿಇಒ ಮಹೇಶ್: [776, 1579, 1361, 1617]
- kiru-s1-headline: ಕಾಮಗಾರಿ ಪರಿಶೀಲಿಸಿದ ಶಾಸಕ ನಾರಾ ಭರತ್ ರೆಡ್ಡಿ: [55, 230, 301, 287]
- masthead-city: ಹುಬ್ಬಳ್ಳಿ: [40, 122, 77, 139]
- vividha-text: ಸರ್ಕಾರಿ ನೌಕರರು ಪಡೆಯುವ ಜ್ಯೋತಿ ಸಂಜೀವಿನಿ, ಕೆಜಿಐಡಿ ಎಲ್ಲಾ ಸೌಲಭ್ಯಗಳನ್ನು ನೀಡಬೇಕು, ರಾಜ್ಯದ ನಗರ ಸ್ಥಳೀಯ ಸಂಸ್ಥೆಗಳಲ್ಲಿ ಕಾರ್ಯನಿರ್ವಹಿಸುತ್ತಿರುವ ಪೌರ ನೌಕರರನ್ನು ಸರ್ಕಾರಿ ನೌಕರರೆಂದು ಪರಿಗಣಿಸಬೇಕು ಎಂದು ಆಗ್ರಹಿಸಿ ಪಟ್ಟಣ ಪಂಚಾಯಿತಿ ನೌಕರರು ಪ್ರತಿಭಟನೆ ನಡೆಸಿದರು. ಈ ಸಂದರ್ಭದಲ್ಲಿ ಮಾತನಾಡಿದ ಮುಖಂಡರು, ರಾಜ್ಯದ ನಗರ ಸ್ಥಳೀಯ ಸಂಸ್ಥೆಗಳಲ್ಲಿ ಹೊರಗುತ್ತಿಗೆ ಆಧಾರದಲ್ಲಿ ಕೆಲಸ ಮಾಡುತ್ತಿರುವ ನೀರು ಸರಬರಾಜು ಸಿಬ್ಬಂದಿ, ವಾಹನ ಚಾಲಕರು, ಲೋಡರ್, ಕ್ಲೀನರ್ ಸೇರಿದಂತೆ ಎಲ್ಲಾ ನೌಕರರನ್ನು ಕಾಯಂಗೊಳಿಸಬೇಕು. ನೇರ ಪಾವತಿ ಪೌರ ಕಾರ್ಮಿಕರಿಗೆ ಸಮಾನ ವೇತನ ನೀಡಬೇಕು ಎಂದು ಒತ್ತಾಯಿಸಿದರು. ಪಟ್ಟಣ ಪಂಚಾಯಿತಿ ಮುಖ್ಯಾಧಿಕಾರಿಗೆ ಮನವಿ ಸಲ್ಲಿಸಲಾಯಿತು. ಪೌರ ನೌಕರರ ಸಂಘದ ಪದಾಧಿಕಾರಿಗಳು, ಕಾರ್ಮಿಕರು, ಚಾಲಕರು, ನೀರು ಸರಬರಾಜು ಸಿಬ್ಬಂದಿ, ಕಚೇರಿ ಸಿಬ್ಬಂದಿ ಉಪಸ್ಥಿತರಿದ್ದರು.: [37, 1905, 229, 2235]
- masthead-day: ಗುರುವಾರ: [40, 47, 102, 70]
- kiru-s2-dateline: ಹಗರಿಬೊಮ್ಮನಹಳ್ಳಿ:: [37, 718, 116, 732]
- kiru-s3-headline: ಅನಿರ್ದಿಷ್ಟಾವಧಿ ಮುಷ್ಕರಕ್ಕೆ ಸೋಮಲಿಂಗಪ್ಪ ಬೆಂಬಲ: [72, 1048, 284, 1106]
- makkalu-body: [776, 1628, 1141, 1820]
- masthead-rule: [31, 142, 1514, 145]
- paura-headline: ಪೌರ ಕಾರ್ಮಿಕರ ನೌಕರರ ಅನಿರ್ದಿಷ್ಟಾವಧಿ ಮುಷ್ಕರ: [776, 1311, 1308, 1350]
- thane-headline: 'ಠಾಣೆ ಕೇರಾಫ್ ಶ್ರೀರಾಂಪುರ' ನಾಳೆ ರಿಲೀಸ್: [927, 1851, 1310, 1884]
